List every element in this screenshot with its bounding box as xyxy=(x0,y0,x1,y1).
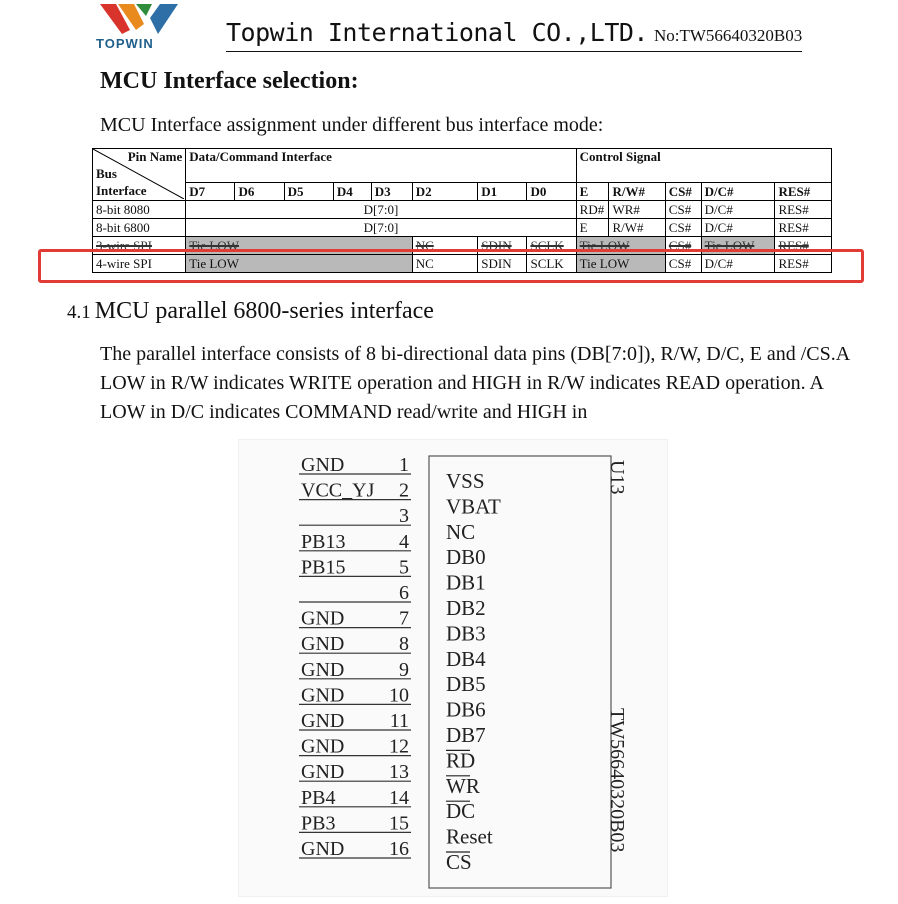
dc-cell: Tie LOW xyxy=(701,237,775,255)
company-name: Topwin International CO.,LTD. xyxy=(226,18,648,47)
pin-header: D2 xyxy=(412,183,478,201)
net-label: GND xyxy=(301,684,345,707)
net-label: PB3 xyxy=(301,812,336,835)
pin-number: 3 xyxy=(399,505,409,528)
pin-header: RES# xyxy=(775,183,832,201)
pin-name: DB6 xyxy=(446,697,486,722)
subsection-heading xyxy=(67,298,434,325)
pin-number: 9 xyxy=(399,658,409,681)
table-row xyxy=(93,219,832,237)
d1-cell: SDIN xyxy=(478,237,527,255)
subsection-title: MCU parallel 6800-series interface xyxy=(94,298,434,324)
control-cell: RES# xyxy=(775,201,832,219)
pin-number: 5 xyxy=(399,556,409,579)
net-label: GND xyxy=(301,607,345,630)
net-label: GND xyxy=(301,761,345,784)
pin-header: R/W# xyxy=(609,183,665,201)
pin-name: DB2 xyxy=(446,596,486,620)
net-label: PB4 xyxy=(301,786,336,809)
subsection-number: 4.1 xyxy=(67,302,91,323)
pin-header: E xyxy=(576,183,609,201)
control-cell: RD# xyxy=(576,201,609,219)
d0-cell: SCLK xyxy=(527,255,576,273)
pin-name: CS xyxy=(446,850,472,874)
pin-name: DC xyxy=(446,799,476,824)
pin-number: 10 xyxy=(389,684,409,707)
pin-name: VBAT xyxy=(446,494,501,519)
pin-number: 2 xyxy=(399,479,409,502)
pin-name: DB4 xyxy=(446,646,486,671)
net-label: VCC_YJ xyxy=(301,479,375,502)
pin-number: 13 xyxy=(389,761,409,784)
pin-header: D4 xyxy=(333,183,371,201)
connector-schematic xyxy=(239,440,667,896)
pin-name: WR xyxy=(446,773,480,798)
control-cell: CS# xyxy=(665,219,701,237)
net-label: GND xyxy=(301,454,345,476)
pin-number: 6 xyxy=(399,582,409,604)
net-label: GND xyxy=(301,710,345,732)
group-header-data: Data/Command Interface xyxy=(186,149,576,183)
pin-number: 1 xyxy=(399,454,409,476)
pin-name: DB1 xyxy=(446,570,486,595)
pin-header: D6 xyxy=(235,183,284,201)
pin-number: 4 xyxy=(399,530,409,553)
pin-number: 8 xyxy=(399,633,409,656)
pin-header: CS# xyxy=(665,183,701,201)
cs-cell: CS# xyxy=(665,237,701,255)
pin-number: 16 xyxy=(389,838,409,860)
interface-cell: 4-wire SPI xyxy=(93,255,186,273)
pin-number: 12 xyxy=(389,735,409,758)
interface-cell: 3-wire SPI xyxy=(93,237,186,255)
res-cell: RES# xyxy=(775,255,832,273)
pin-header: D5 xyxy=(284,183,333,201)
data-bus-cell: D[7:0] xyxy=(186,201,576,219)
highlight-annotation-box xyxy=(38,249,864,283)
e-rw-cell: Tie LOW xyxy=(576,255,665,273)
control-cell: R/W# xyxy=(609,219,665,237)
e-rw-cell: Tie LOW xyxy=(576,237,665,255)
pin-header: D/C# xyxy=(701,183,775,201)
d0-cell: SCLK xyxy=(527,237,576,255)
res-cell: RES# xyxy=(775,237,832,255)
pin-header: D1 xyxy=(478,183,527,201)
pin-name: RD xyxy=(446,748,476,773)
group-header-control: Control Signal xyxy=(576,149,831,183)
intro-text: MCU Interface assignment under different bus interface mode: xyxy=(100,114,604,136)
component-part: TW56640320B03 xyxy=(606,708,628,853)
d1-cell: SDIN xyxy=(478,255,527,273)
control-cell: WR# xyxy=(609,201,665,219)
table-row xyxy=(93,201,832,219)
pin-number: 11 xyxy=(389,710,409,732)
net-label: GND xyxy=(301,735,345,758)
pin-name: DB5 xyxy=(446,672,486,697)
cs-cell: CS# xyxy=(665,255,701,273)
logo-text: TOPWIN xyxy=(96,36,154,51)
company-logo xyxy=(96,4,186,51)
control-cell: RES# xyxy=(775,219,832,237)
corner-interface: Interface xyxy=(96,183,147,198)
schematic-image xyxy=(239,440,667,896)
pin-header-row xyxy=(93,183,832,201)
pin-header: D0 xyxy=(527,183,576,201)
net-label: PB15 xyxy=(301,556,346,579)
net-label: GND xyxy=(301,838,345,860)
pin-name: NC xyxy=(446,519,476,544)
interface-cell: 8-bit 8080 xyxy=(93,201,186,219)
pin-name: VSS xyxy=(446,469,485,493)
corner-bus: Bus xyxy=(96,166,117,181)
control-cell: E xyxy=(576,219,609,237)
section-title: MCU Interface selection: xyxy=(100,68,359,94)
body-paragraph: The parallel interface consists of 8 bi-directional data pins (DB[7:0]), R/W, D/C, E and /CS.A LOW in R/W indicates WRITE operation and HIGH in R/W indicates READ operation. A LOW in D/C indicates COMMAND read/write and HIGH in xyxy=(100,343,850,423)
pin-header: D7 xyxy=(186,183,235,201)
company-header xyxy=(226,18,802,52)
pin-name: DB0 xyxy=(446,545,486,570)
tie-low-cell: Tie LOW xyxy=(186,255,412,273)
data-bus-cell: D[7:0] xyxy=(186,219,576,237)
tie-low-cell: Tie LOW xyxy=(186,237,412,255)
control-cell: CS# xyxy=(665,201,701,219)
interface-cell: 8-bit 6800 xyxy=(93,219,186,237)
net-label: GND xyxy=(301,658,345,681)
control-cell: D/C# xyxy=(701,201,775,219)
dc-cell: D/C# xyxy=(701,255,775,273)
pin-number: 15 xyxy=(389,812,409,835)
pin-number: 7 xyxy=(399,607,409,630)
pin-name: DB3 xyxy=(446,621,486,646)
pin-number: 14 xyxy=(389,786,409,809)
control-cell: D/C# xyxy=(701,219,775,237)
component-ref: U13 xyxy=(606,460,628,495)
pin-name: DB7 xyxy=(446,723,486,747)
d2-cell: NC xyxy=(412,255,478,273)
logo-mark-icon xyxy=(100,4,178,34)
net-label: PB13 xyxy=(301,530,346,553)
pin-name: Reset xyxy=(446,824,493,849)
net-label: GND xyxy=(301,633,345,656)
corner-pin-name: Pin Name xyxy=(127,149,183,164)
pin-header: D3 xyxy=(371,183,412,201)
d2-cell: NC xyxy=(412,237,478,255)
table-corner-header xyxy=(93,149,186,201)
document-number: No:TW56640320B03 xyxy=(654,26,803,45)
